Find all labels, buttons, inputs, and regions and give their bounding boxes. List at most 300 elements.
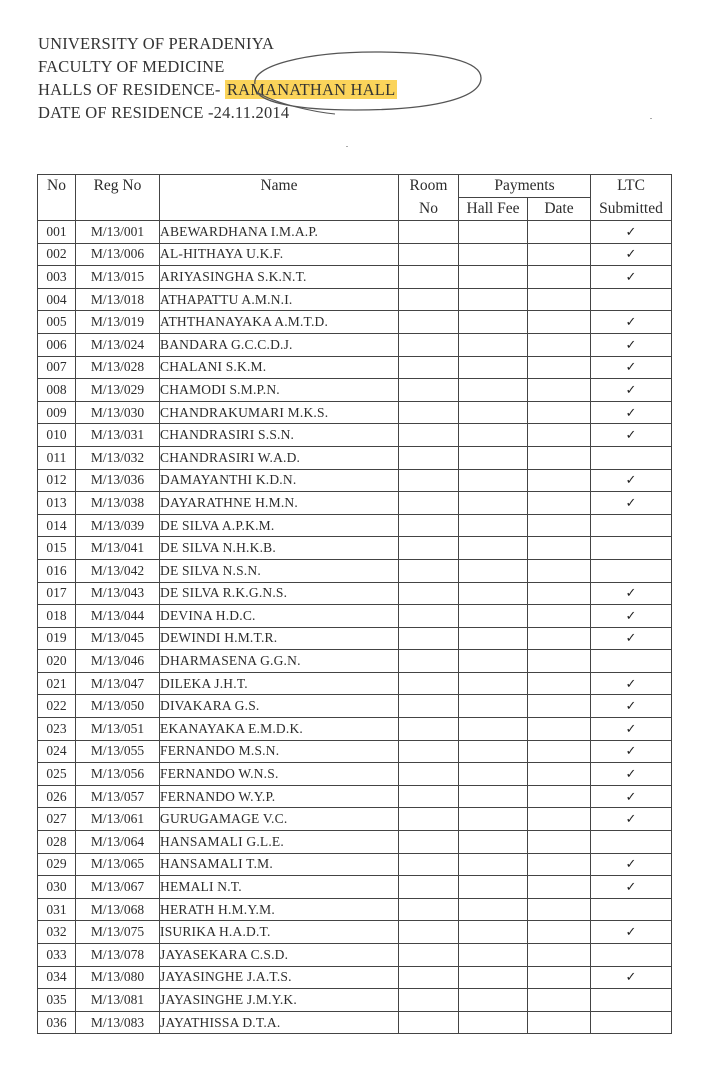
table-row (38, 740, 672, 763)
cell-date (528, 718, 591, 741)
table-row (38, 718, 672, 741)
cell-name: DAYARATHNE H.M.N. (160, 492, 399, 515)
cell-no: 029 (38, 853, 76, 876)
cell-reg-no: M/13/064 (76, 831, 160, 854)
table-row (38, 966, 672, 989)
cell-name: CHANDRASIRI S.S.N. (160, 424, 399, 447)
cell-room-no (399, 356, 459, 379)
cell-date (528, 446, 591, 469)
cell-reg-no: M/13/045 (76, 627, 160, 650)
table-row (38, 469, 672, 492)
cell-ltc-submitted (591, 650, 672, 673)
cell-date (528, 379, 591, 402)
cell-hall-fee (459, 333, 528, 356)
cell-date (528, 537, 591, 560)
cell-reg-no: M/13/051 (76, 718, 160, 741)
cell-no: 010 (38, 424, 76, 447)
cell-name: CHANDRAKUMARI M.K.S. (160, 401, 399, 424)
col-header-payments: Payments (459, 175, 591, 198)
cell-date (528, 401, 591, 424)
cell-room-no (399, 944, 459, 967)
check-mark-icon: ✓ (625, 494, 637, 510)
cell-hall-fee (459, 221, 528, 244)
cell-name: FERNANDO W.Y.P. (160, 785, 399, 808)
cell-hall-fee (459, 288, 528, 311)
cell-date (528, 288, 591, 311)
residence-roster-table (37, 174, 672, 1034)
check-mark-icon: ✓ (625, 924, 637, 940)
cell-no: 031 (38, 898, 76, 921)
cell-name: CHANDRASIRI W.A.D. (160, 446, 399, 469)
cell-ltc-submitted (591, 740, 672, 763)
cell-reg-no: M/13/067 (76, 876, 160, 899)
cell-date (528, 311, 591, 334)
cell-hall-fee (459, 853, 528, 876)
cell-room-no (399, 831, 459, 854)
cell-room-no (399, 424, 459, 447)
cell-reg-no: M/13/043 (76, 582, 160, 605)
table-row (38, 650, 672, 673)
cell-reg-no: M/13/032 (76, 446, 160, 469)
table-row (38, 672, 672, 695)
cell-no: 013 (38, 492, 76, 515)
check-mark-icon: ✓ (625, 743, 637, 759)
cell-name: JAYASEKARA C.S.D. (160, 944, 399, 967)
check-mark-icon: ✓ (625, 268, 637, 284)
cell-name: ABEWARDHANA I.M.A.P. (160, 221, 399, 244)
cell-hall-fee (459, 672, 528, 695)
cell-room-no (399, 876, 459, 899)
cell-ltc-submitted (591, 1011, 672, 1034)
cell-no: 001 (38, 221, 76, 244)
cell-reg-no: M/13/055 (76, 740, 160, 763)
cell-room-no (399, 718, 459, 741)
cell-hall-fee (459, 514, 528, 537)
cell-ltc-submitted (591, 785, 672, 808)
table-row (38, 831, 672, 854)
cell-ltc-submitted (591, 379, 672, 402)
cell-reg-no: M/13/065 (76, 853, 160, 876)
cell-reg-no: M/13/019 (76, 311, 160, 334)
cell-reg-no: M/13/006 (76, 243, 160, 266)
cell-ltc-submitted (591, 921, 672, 944)
cell-no: 008 (38, 379, 76, 402)
cell-room-no (399, 627, 459, 650)
cell-no: 003 (38, 266, 76, 289)
check-mark-icon: ✓ (625, 766, 637, 782)
cell-room-no (399, 650, 459, 673)
check-mark-icon: ✓ (625, 856, 637, 872)
table-row (38, 266, 672, 289)
cell-reg-no: M/13/038 (76, 492, 160, 515)
check-mark-icon: ✓ (625, 381, 637, 397)
cell-no: 021 (38, 672, 76, 695)
cell-hall-fee (459, 582, 528, 605)
check-mark-icon: ✓ (625, 427, 637, 443)
cell-date (528, 627, 591, 650)
cell-hall-fee (459, 740, 528, 763)
cell-reg-no: M/13/001 (76, 221, 160, 244)
cell-no: 006 (38, 333, 76, 356)
table-row (38, 446, 672, 469)
roster-body (38, 221, 672, 1034)
university-name: UNIVERSITY OF PERADENIYA (38, 34, 275, 53)
check-mark-icon: ✓ (625, 720, 637, 736)
cell-name: EKANAYAKA E.M.D.K. (160, 718, 399, 741)
cell-date (528, 966, 591, 989)
cell-date (528, 605, 591, 628)
cell-room-no (399, 559, 459, 582)
cell-hall-fee (459, 469, 528, 492)
cell-reg-no: M/13/042 (76, 559, 160, 582)
cell-room-no (399, 288, 459, 311)
cell-ltc-submitted (591, 808, 672, 831)
cell-reg-no: M/13/036 (76, 469, 160, 492)
table-row (38, 424, 672, 447)
cell-ltc-submitted (591, 446, 672, 469)
cell-hall-fee (459, 559, 528, 582)
col-header-reg-no: Reg No (76, 175, 160, 221)
cell-room-no (399, 492, 459, 515)
cell-hall-fee (459, 944, 528, 967)
cell-no: 007 (38, 356, 76, 379)
cell-room-no (399, 672, 459, 695)
cell-no: 019 (38, 627, 76, 650)
cell-ltc-submitted (591, 853, 672, 876)
cell-ltc-submitted (591, 831, 672, 854)
cell-no: 004 (38, 288, 76, 311)
cell-hall-fee (459, 808, 528, 831)
cell-date (528, 243, 591, 266)
cell-reg-no: M/13/029 (76, 379, 160, 402)
cell-date (528, 514, 591, 537)
cell-date (528, 808, 591, 831)
cell-ltc-submitted (591, 514, 672, 537)
cell-ltc-submitted (591, 989, 672, 1012)
cell-no: 020 (38, 650, 76, 673)
cell-hall-fee (459, 831, 528, 854)
cell-hall-fee (459, 446, 528, 469)
cell-ltc-submitted (591, 356, 672, 379)
table-row (38, 356, 672, 379)
cell-hall-fee (459, 379, 528, 402)
cell-ltc-submitted (591, 288, 672, 311)
table-row (38, 989, 672, 1012)
cell-date (528, 424, 591, 447)
col-header-date: Date (528, 198, 591, 221)
cell-name: DEWINDI H.M.T.R. (160, 627, 399, 650)
cell-date (528, 989, 591, 1012)
cell-reg-no: M/13/078 (76, 944, 160, 967)
table-row (38, 898, 672, 921)
col-header-name: Name (160, 175, 399, 221)
cell-room-no (399, 221, 459, 244)
cell-ltc-submitted (591, 898, 672, 921)
cell-name: ISURIKA H.A.D.T. (160, 921, 399, 944)
cell-reg-no: M/13/047 (76, 672, 160, 695)
col-header-ltc-top: LTC (591, 175, 672, 198)
cell-date (528, 221, 591, 244)
cell-date (528, 559, 591, 582)
cell-room-no (399, 853, 459, 876)
cell-date (528, 333, 591, 356)
cell-room-no (399, 446, 459, 469)
halls-line (38, 78, 397, 101)
cell-room-no (399, 966, 459, 989)
cell-date (528, 356, 591, 379)
cell-date (528, 266, 591, 289)
table-row (38, 605, 672, 628)
cell-name: HANSAMALI T.M. (160, 853, 399, 876)
cell-room-no (399, 333, 459, 356)
cell-no: 030 (38, 876, 76, 899)
cell-name: DHARMASENA G.G.N. (160, 650, 399, 673)
table-row (38, 695, 672, 718)
check-mark-icon: ✓ (625, 879, 637, 895)
table-row (38, 401, 672, 424)
cell-room-no (399, 808, 459, 831)
cell-room-no (399, 989, 459, 1012)
table-row (38, 1011, 672, 1034)
cell-reg-no: M/13/081 (76, 989, 160, 1012)
cell-name: CHAMODI S.M.P.N. (160, 379, 399, 402)
table-row (38, 311, 672, 334)
cell-reg-no: M/13/041 (76, 537, 160, 560)
cell-room-no (399, 266, 459, 289)
cell-date (528, 921, 591, 944)
cell-hall-fee (459, 966, 528, 989)
col-header-ltc-submitted: Submitted (591, 198, 672, 221)
cell-no: 011 (38, 446, 76, 469)
cell-no: 016 (38, 559, 76, 582)
cell-date (528, 695, 591, 718)
cell-no: 024 (38, 740, 76, 763)
cell-no: 035 (38, 989, 76, 1012)
cell-date (528, 469, 591, 492)
cell-hall-fee (459, 898, 528, 921)
cell-hall-fee (459, 401, 528, 424)
cell-ltc-submitted (591, 627, 672, 650)
scan-speck (650, 118, 652, 119)
cell-ltc-submitted (591, 537, 672, 560)
cell-no: 034 (38, 966, 76, 989)
cell-name: AL-HITHAYA U.K.F. (160, 243, 399, 266)
cell-room-no (399, 379, 459, 402)
cell-name: ATHAPATTU A.M.N.I. (160, 288, 399, 311)
cell-reg-no: M/13/080 (76, 966, 160, 989)
cell-name: DIVAKARA G.S. (160, 695, 399, 718)
cell-hall-fee (459, 718, 528, 741)
table-row (38, 492, 672, 515)
cell-room-no (399, 243, 459, 266)
cell-ltc-submitted (591, 424, 672, 447)
cell-date (528, 650, 591, 673)
cell-name: DILEKA J.H.T. (160, 672, 399, 695)
cell-room-no (399, 537, 459, 560)
check-mark-icon: ✓ (625, 246, 637, 262)
cell-hall-fee (459, 424, 528, 447)
cell-no: 023 (38, 718, 76, 741)
check-mark-icon: ✓ (625, 404, 637, 420)
cell-room-no (399, 401, 459, 424)
cell-no: 033 (38, 944, 76, 967)
col-header-hall-fee: Hall Fee (459, 198, 528, 221)
cell-ltc-submitted (591, 718, 672, 741)
cell-no: 012 (38, 469, 76, 492)
cell-ltc-submitted (591, 944, 672, 967)
table-row (38, 221, 672, 244)
cell-reg-no: M/13/050 (76, 695, 160, 718)
cell-name: DAMAYANTHI K.D.N. (160, 469, 399, 492)
table-row (38, 379, 672, 402)
check-mark-icon: ✓ (625, 630, 637, 646)
table-row (38, 514, 672, 537)
check-mark-icon: ✓ (625, 811, 637, 827)
col-header-room-bottom: No (399, 198, 459, 221)
cell-reg-no: M/13/075 (76, 921, 160, 944)
cell-name: CHALANI S.K.M. (160, 356, 399, 379)
table-row (38, 921, 672, 944)
table-row (38, 559, 672, 582)
cell-no: 027 (38, 808, 76, 831)
cell-name: JAYASINGHE J.M.Y.K. (160, 989, 399, 1012)
cell-hall-fee (459, 243, 528, 266)
cell-reg-no: M/13/024 (76, 333, 160, 356)
cell-date (528, 944, 591, 967)
cell-room-no (399, 921, 459, 944)
cell-reg-no: M/13/031 (76, 424, 160, 447)
cell-no: 036 (38, 1011, 76, 1034)
cell-room-no (399, 1011, 459, 1034)
document-header (38, 32, 397, 124)
check-mark-icon: ✓ (625, 607, 637, 623)
cell-hall-fee (459, 763, 528, 786)
cell-hall-fee (459, 785, 528, 808)
cell-room-no (399, 605, 459, 628)
check-mark-icon: ✓ (625, 585, 637, 601)
cell-hall-fee (459, 627, 528, 650)
cell-hall-fee (459, 356, 528, 379)
check-mark-icon: ✓ (625, 969, 637, 985)
table-row (38, 876, 672, 899)
cell-name: DE SILVA R.K.G.N.S. (160, 582, 399, 605)
cell-reg-no: M/13/046 (76, 650, 160, 673)
cell-name: GURUGAMAGE V.C. (160, 808, 399, 831)
cell-date (528, 740, 591, 763)
cell-room-no (399, 763, 459, 786)
cell-reg-no: M/13/057 (76, 785, 160, 808)
cell-name: JAYASINGHE J.A.T.S. (160, 966, 399, 989)
cell-ltc-submitted (591, 469, 672, 492)
halls-prefix: HALLS OF RESIDENCE- (38, 80, 221, 99)
cell-no: 014 (38, 514, 76, 537)
cell-ltc-submitted (591, 559, 672, 582)
cell-reg-no: M/13/061 (76, 808, 160, 831)
cell-hall-fee (459, 695, 528, 718)
cell-name: FERNANDO W.N.S. (160, 763, 399, 786)
check-mark-icon: ✓ (625, 472, 637, 488)
cell-reg-no: M/13/015 (76, 266, 160, 289)
cell-reg-no: M/13/030 (76, 401, 160, 424)
cell-ltc-submitted (591, 333, 672, 356)
cell-no: 028 (38, 831, 76, 854)
col-header-room-top: Room (399, 175, 459, 198)
cell-reg-no: M/13/068 (76, 898, 160, 921)
cell-name: DE SILVA N.H.K.B. (160, 537, 399, 560)
cell-name: HERATH H.M.Y.M. (160, 898, 399, 921)
cell-ltc-submitted (591, 966, 672, 989)
scan-speck (346, 146, 348, 147)
cell-no: 018 (38, 605, 76, 628)
cell-name: JAYATHISSA D.T.A. (160, 1011, 399, 1034)
cell-no: 025 (38, 763, 76, 786)
cell-ltc-submitted (591, 763, 672, 786)
cell-date (528, 898, 591, 921)
check-mark-icon: ✓ (625, 698, 637, 714)
cell-name: HEMALI N.T. (160, 876, 399, 899)
cell-room-no (399, 740, 459, 763)
faculty-name: FACULTY OF MEDICINE (38, 57, 225, 76)
cell-no: 022 (38, 695, 76, 718)
table-row (38, 763, 672, 786)
cell-ltc-submitted (591, 695, 672, 718)
cell-room-no (399, 469, 459, 492)
cell-date (528, 853, 591, 876)
cell-ltc-submitted (591, 876, 672, 899)
table-row (38, 785, 672, 808)
cell-hall-fee (459, 311, 528, 334)
cell-name: ARIYASINGHA S.K.N.T. (160, 266, 399, 289)
table-row (38, 808, 672, 831)
cell-hall-fee (459, 989, 528, 1012)
cell-hall-fee (459, 876, 528, 899)
cell-name: HANSAMALI G.L.E. (160, 831, 399, 854)
cell-reg-no: M/13/044 (76, 605, 160, 628)
cell-date (528, 763, 591, 786)
cell-name: ATHTHANAYAKA A.M.T.D. (160, 311, 399, 334)
cell-no: 002 (38, 243, 76, 266)
cell-hall-fee (459, 605, 528, 628)
cell-room-no (399, 898, 459, 921)
check-mark-icon: ✓ (625, 359, 637, 375)
residence-date: DATE OF RESIDENCE -24.11.2014 (38, 103, 290, 122)
cell-name: FERNANDO M.S.N. (160, 740, 399, 763)
cell-date (528, 1011, 591, 1034)
cell-hall-fee (459, 921, 528, 944)
cell-ltc-submitted (591, 605, 672, 628)
hall-name-highlight: RAMANATHAN HALL (226, 80, 396, 99)
cell-date (528, 876, 591, 899)
cell-no: 009 (38, 401, 76, 424)
cell-date (528, 831, 591, 854)
cell-ltc-submitted (591, 492, 672, 515)
cell-no: 017 (38, 582, 76, 605)
cell-reg-no: M/13/018 (76, 288, 160, 311)
cell-room-no (399, 785, 459, 808)
cell-date (528, 785, 591, 808)
cell-ltc-submitted (591, 401, 672, 424)
cell-no: 032 (38, 921, 76, 944)
cell-ltc-submitted (591, 266, 672, 289)
cell-name: DE SILVA A.P.K.M. (160, 514, 399, 537)
cell-room-no (399, 582, 459, 605)
cell-date (528, 672, 591, 695)
table-row (38, 537, 672, 560)
cell-hall-fee (459, 537, 528, 560)
cell-name: DE SILVA N.S.N. (160, 559, 399, 582)
table-row (38, 243, 672, 266)
cell-name: DEVINA H.D.C. (160, 605, 399, 628)
